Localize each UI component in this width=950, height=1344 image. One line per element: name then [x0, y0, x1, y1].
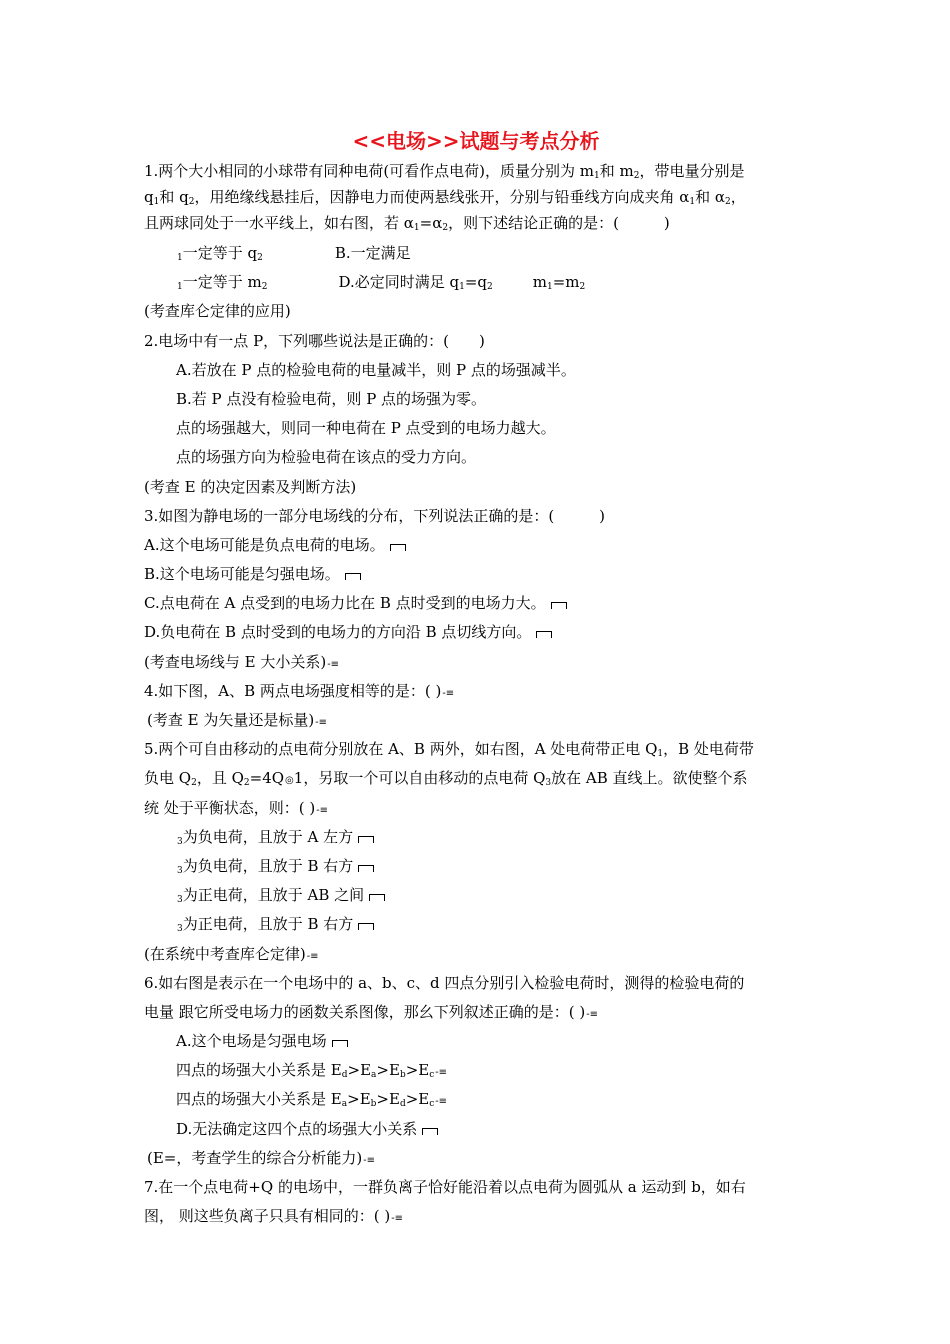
q1-options-cd: $_1$一定等于 $m_2$ D.必定同时满足 $q_1=q_2$ $m_1=m_2$: [177, 273, 586, 293]
q6-option-a: A.这个电场是匀强电场: [144, 1027, 808, 1056]
anchor-mark-icon: -≡: [363, 1154, 375, 1166]
q6-note: (E=，考查学生的综合分析能力)-≡: [144, 1144, 808, 1173]
q1-options-ab: $_1$一定等于 $q_2$ B.一定满足: [177, 244, 411, 263]
q1-option-c: 一定等于 m: [182, 273, 262, 292]
q3-option-d: D.负电荷在 B 点时受到的电场力的方向沿 B 点切线方向。: [144, 618, 808, 647]
q2-option-b: B.若 P 点没有检验电荷，则 P 点的场强为零。: [176, 389, 487, 408]
q3-note: (考查电场线与 E 大小关系)-≡: [144, 648, 808, 677]
return-mark-icon: [358, 836, 374, 843]
anchor-mark-icon: -≡: [316, 804, 329, 816]
anchor-mark-icon: -≡: [586, 1008, 599, 1020]
anchor-mark-icon: -≡: [327, 658, 339, 670]
q2-option-c: 点的场强越大，则同一种电荷在 P 点受到的电场力越大。: [176, 419, 556, 438]
q3-stem: 3.如图为静电场的一部分电场线的分布，下列说法正确的是：( ): [144, 506, 606, 525]
anchor-mark-icon: -≡: [442, 687, 455, 699]
q5-stem-line3: 统 处于平衡状态，则：( )-≡: [144, 794, 808, 823]
return-mark-icon: [332, 1040, 348, 1047]
q6-option-b: 四点的场强大小关系是 $E_d>E_a>E_b>E_c-\equiv$: [144, 1056, 808, 1085]
anchor-mark-icon: -≡: [391, 1213, 404, 1225]
q2-option-a: A.若放在 P 点的检验电荷的电量减半，则 P 点的场强减半。: [176, 360, 576, 379]
q1-option-b: B.一定满足: [334, 244, 411, 262]
q4-note: (考查 E 为矢量还是标量)-≡: [144, 706, 808, 735]
page-title: <<电场>>试题与考点分析: [352, 129, 600, 153]
q2-option-d: 点的场强方向为检验电荷在该点的受力方向。: [176, 448, 477, 467]
q5-option-c: $_3$为正电荷，且放于 AB 之间: [144, 881, 808, 910]
q5-stem-line2: 负电 $Q_2$，且 $Q_2=4Q◎1$，另取一个可以自由移动的点电荷 $Q_3$放在 AB 直线上。欲使整个系: [144, 764, 808, 793]
q6-stem-line2: 电量 跟它所受电场力的函数关系图像，那幺下列叙述正确的是：( )-≡: [144, 998, 808, 1027]
q6-option-d: D.无法确定这四个点的场强大小关系: [144, 1115, 808, 1144]
anchor-mark-icon: -≡: [306, 950, 319, 962]
q3-option-c: C.点电荷在 A 点受到的电场力比在 B 点时受到的电场力大。: [144, 589, 808, 618]
q5-option-a: $_3$为负电荷，且放于 A 左方: [144, 823, 808, 852]
return-mark-icon: [369, 894, 385, 901]
document-page: [144, 126, 808, 1231]
return-mark-icon: [551, 602, 567, 609]
q7-stem-line1: 7.在一个点电荷+Q 的电场中，一群负离子恰好能沿着以点电荷为圆弧从 a 运动到 b，如右: [144, 1178, 746, 1196]
q7-stem-line2: 图， 则这些负离子只具有相同的：( )-≡: [144, 1202, 808, 1231]
q3-option-b: B.这个电场可能是匀强电场。: [144, 560, 808, 589]
q1-stem: 1.两个大小相同的小球带有同种电荷(可看作点电荷)，质量分别为 $m_1$和 $m_2$，带电量分别是 $q_1$和 $q_2$，用绝缘线悬挂后，因静电力而使两悬线张开，分别与铅垂线方向成夹角 $\alpha_1$和 $\alpha_2$， 且两球同处于一水平线上，如右图，若 $\alpha_1=\alpha_2$，则下述结论正确的是：( ): [144, 162, 746, 233]
anchor-mark-icon: -≡: [435, 1096, 448, 1108]
return-mark-icon: [390, 544, 406, 551]
anchor-mark-icon: -≡: [315, 717, 327, 728]
return-mark-icon: [358, 865, 374, 872]
q3-option-a: A.这个电场可能是负点电荷的电场。: [144, 531, 808, 560]
return-mark-icon: [536, 631, 552, 638]
q5-option-d: $_3$为正电荷，且放于 B 右方: [144, 910, 808, 939]
q1-option-a: 一定等于 q: [182, 244, 258, 262]
return-mark-icon: [358, 923, 374, 930]
return-mark-icon: [345, 573, 361, 580]
return-mark-icon: [422, 1128, 438, 1135]
q5-note: (在系统中考查库仑定律)-≡: [144, 940, 808, 969]
q2-note: (考查 E 的决定因素及判断方法): [144, 477, 357, 496]
q5-option-b: $_3$为负电荷，且放于 B 右方: [144, 852, 808, 881]
q4-stem: 4.如下图，A、B 两点电场强度相等的是：( )-≡: [144, 677, 808, 706]
q6-stem-line1: 6.如右图是表示在一个电场中的 a、b、c、d 四点分别引入检验电荷时，测得的检验电荷的: [144, 973, 745, 992]
q1-option-d: D.必定同时满足 q: [338, 273, 460, 292]
anchor-mark-icon: -≡: [435, 1067, 448, 1079]
q5-stem-line1: 5.两个可自由移动的点电荷分别放在 A、B 两外，如右图，A 处电荷带正电 $Q_1$，B 处电荷带: [144, 740, 754, 760]
q6-option-c: 四点的场强大小关系是 $E_a>E_b>E_d>E_c-\equiv$: [144, 1085, 808, 1114]
circle-mark-icon: ◎: [285, 775, 294, 787]
q2-stem: 2.电场中有一点 P，下列哪些说法是正确的：( ): [144, 331, 485, 350]
q1-note: (考查库仑定律的应用): [144, 302, 291, 321]
